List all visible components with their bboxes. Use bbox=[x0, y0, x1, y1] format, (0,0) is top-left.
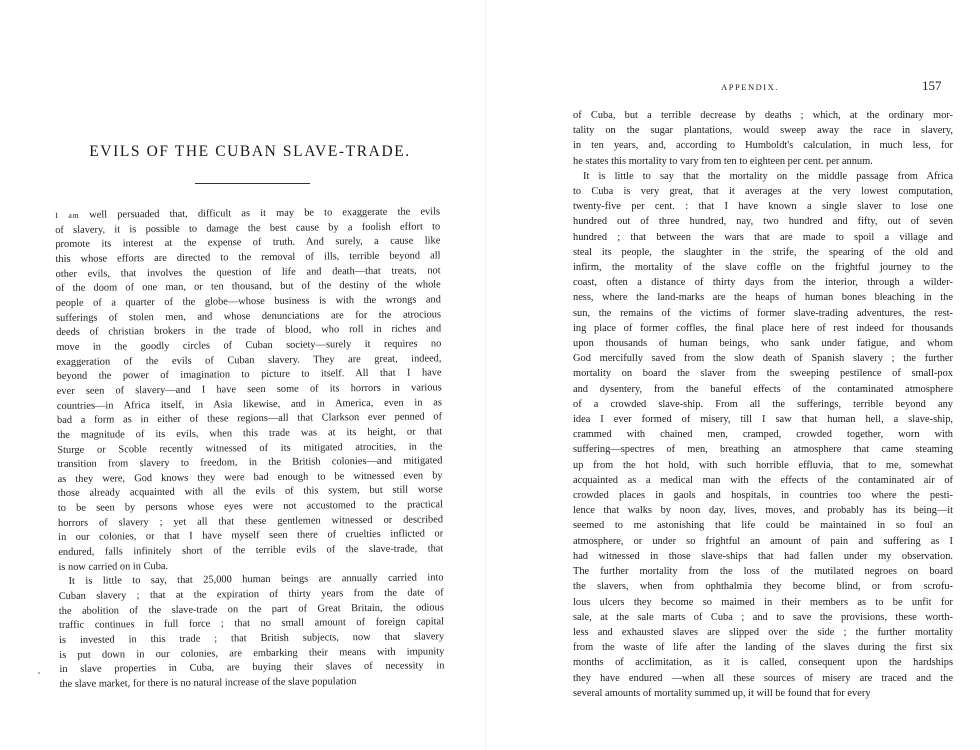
chapter-title: EVILS OF THE CUBAN SLAVE-TRADE. bbox=[89, 143, 411, 160]
right-page bbox=[490, 0, 980, 750]
left-page-body bbox=[55, 205, 445, 692]
text-line: Sturge or Scoble recently witnessed of its mitigated atrocities, in the bbox=[57, 440, 443, 456]
text-line: crowded places in gaols and hospitals, in countries too where the pesti- bbox=[573, 490, 953, 502]
text-line: twenty-five per cent. : that I have known a single slaver to lose one bbox=[573, 201, 953, 213]
text-line: this whose efforts are directed to the removal of ills, terrible beyond all bbox=[55, 250, 441, 265]
text-line: hundred ; that between the wars that are made to spoil a village and bbox=[573, 231, 953, 243]
text-line: steal its people, the slaughter in the strife, the spearing of the old and bbox=[573, 246, 953, 258]
text-line: seemed to me astonishing that life could be maintained in so foul an bbox=[573, 520, 953, 532]
text-line: of Cuba, but a terrible decrease by deaths ; which, at the ordinary mor- bbox=[573, 110, 953, 121]
text-line: of the doom of one man, or ten thousand, but of the destiny of the whole bbox=[55, 279, 441, 295]
text-line: sale, at the sale marts of Cuba ; and to save the provisions, these worth- bbox=[573, 611, 953, 623]
right-page-body bbox=[573, 108, 953, 701]
text-line: months of acclimitation, as it is called, consequent upon the hardships bbox=[573, 657, 953, 669]
text-line: the abolition of the slave-trade on the part of Great Britain, the odious bbox=[58, 602, 444, 617]
text-line: coast, often a distance of thirty days from the interior, through a wilder- bbox=[573, 277, 953, 289]
opening-words: I am bbox=[55, 210, 80, 220]
text-line: deeds of christian brokers in the trade of blood, who roll in riches and bbox=[56, 323, 442, 339]
text-line: to Cuba is very great, that it averages at the very lowest computation, bbox=[573, 186, 953, 198]
text-line: The further mortality from the loss of the mutilated negroes on board bbox=[573, 566, 953, 578]
text-line: other evils, that involves the question of life and death—that treats, not bbox=[55, 264, 441, 280]
text-line: transition from slavery to freedom, in the British colonies—and mitigated bbox=[57, 455, 443, 471]
text-line: the slave market, for there is no natural increase of the slave population bbox=[59, 676, 357, 690]
text-line: lous ulcers they become so maimed in their members as to be unfit for bbox=[573, 596, 953, 608]
text-line: suffering—spectres of men, breathing an atmosphere that came steaming bbox=[573, 444, 953, 456]
text-line: crammed with chained men, cramped, crowded together, worn with bbox=[573, 429, 953, 441]
text-line: is put down in our colonies, are embarking their means with impunity bbox=[59, 645, 445, 661]
text-line: It is little to say that the mortality on the middle passage from Africa bbox=[583, 170, 953, 182]
text-line: acquainted as a medical man with the effects of the contaminated air of bbox=[573, 474, 953, 486]
text-line: less and exhausted slaves are slipped over the side ; the further mortality bbox=[573, 626, 953, 638]
text-line: ing place of former coffles, the final place here of rest indeed for thousands bbox=[573, 322, 953, 334]
text-line: God mercifully saved from the slow death of Spanish slavery ; the further bbox=[573, 353, 953, 365]
text-line: to be seen by persons whose eyes were not accustomed to the practical bbox=[57, 499, 443, 515]
text-line: hundred out of three hundred, nay, two hundred and fifty, out of seven bbox=[573, 216, 953, 228]
text-line: the slavers, when from ophthalmia they become blind, or from scrofu- bbox=[573, 581, 953, 593]
text-line: the magnitude of its evils, when this trade was at its height, or that bbox=[57, 426, 443, 441]
page-number: 157 bbox=[922, 78, 942, 93]
text-line: in our colonies, or that I have myself seen there of cruelties inflicted or bbox=[58, 528, 444, 544]
text-line: horrors of slavery ; yet all that these gentlemen witnessed or described bbox=[57, 514, 444, 529]
text-line: ness, where the land-marks are the heaps of human bones bleaching in the bbox=[573, 292, 953, 304]
text-line: countries—in Africa itself, in Asia likewise, and in America, even in as bbox=[56, 396, 442, 412]
text-line: idea I ever formed of misery, till I saw that human hell, a slave-ship, bbox=[573, 414, 953, 426]
text-line: move in the goodly circles of Cuban society—surely it requires no bbox=[56, 338, 442, 353]
text-line: he states this mortality to vary from ten to eighteen per cent. per annum. bbox=[573, 155, 873, 167]
text-line: sun, the remains of the victims of former slave-trading adventures, the rest- bbox=[573, 307, 953, 319]
text-line-rest: well persuaded that, difficult as it may be to exaggerate the evils bbox=[79, 206, 441, 221]
text-line: tality on the sugar plantations, would sweep away the race in slavery, bbox=[573, 125, 953, 137]
text-line: Cuban slavery ; that at the expiration of thirty years from the date of bbox=[58, 587, 444, 603]
text-line: sufferings of stolen men, and whose denunciations are for the atrocious bbox=[55, 308, 442, 324]
text-line: It is little to say, that 25,000 human beings are annually carried into bbox=[68, 572, 444, 588]
text-line: several amounts of mortality summed up, it will be found that for every bbox=[573, 687, 871, 699]
text-line: atmosphere, or under so frightful an amount of pain and suffering as I bbox=[573, 535, 953, 547]
text-line: as they were, God knows they were bad enough to be witnessed even by bbox=[57, 470, 443, 485]
page-speck bbox=[38, 672, 40, 674]
text-line: exaggeration of the evils of Cuban slavery. They are great, indeed, bbox=[56, 352, 442, 368]
title-rule bbox=[195, 183, 310, 184]
text-line: beyond the power of imagination to picture to itself. All that I have bbox=[56, 367, 442, 383]
text-line: people of a quarter of the globe—whose business is with the wrongs and bbox=[55, 294, 441, 309]
text-line: is invested in this trade ; that British subjects, now that slavery bbox=[59, 631, 445, 647]
text-line: from the waste of life after the landing of the slaves during the first six bbox=[573, 642, 953, 654]
text-line: had witnessed in those slave-ships that had fallen under my observation. bbox=[573, 550, 953, 562]
text-line: of slavery, it is possible to damage the best cause by a foolish effort to bbox=[55, 220, 441, 236]
text-line: infirm, the mortality of the slave coffle on the frightful journey to the bbox=[573, 262, 953, 274]
text-line: in ten years, and, according to Humboldt's calculation, in much less, for bbox=[573, 140, 953, 152]
text-line: and dysentery, from the baneful effects of the contaminated atmosphere bbox=[573, 383, 953, 395]
text-line: endured, falls infinitely short of the terrible evils of the slave-trade, that bbox=[58, 543, 444, 559]
text-line: promote its interest at the expense of truth. And surely, a cause like bbox=[55, 235, 441, 251]
text-line: of a crowded slave-ship. From all the sufferings, terrible beyond any bbox=[573, 398, 953, 410]
text-line: bad a form as in either of these regions—all that Clarkson ever penned of bbox=[56, 411, 443, 427]
text-line: upon thousands of human beings, who sank under fatigue, and whom bbox=[573, 338, 953, 350]
text-line: they have endured —when all these sources of misery are traced and the bbox=[573, 672, 953, 684]
text-line: those already acquainted with all the evils of this system, but still worse bbox=[57, 484, 443, 500]
text-line: traffic continues in full force ; that no small amount of foreign capital bbox=[58, 616, 445, 632]
text-line: ever seen of slavery—and I have seen some of its horrors in various bbox=[56, 382, 442, 397]
text-line: is now carried on in Cuba. bbox=[58, 560, 169, 573]
text-line: up from the hot hold, with such horrible effluvia, that to me, somewhat bbox=[573, 459, 953, 471]
text-line: in slave properties in Cuba, are buying their slaves of necessity in bbox=[59, 660, 445, 676]
running-head: APPENDIX. bbox=[721, 82, 779, 92]
text-line: lence that walks by noon day, lives, moves, and probably has its being—it bbox=[573, 505, 953, 517]
text-line: mortality on board the slaver from the sweeping pestilence of small-pox bbox=[573, 368, 953, 380]
